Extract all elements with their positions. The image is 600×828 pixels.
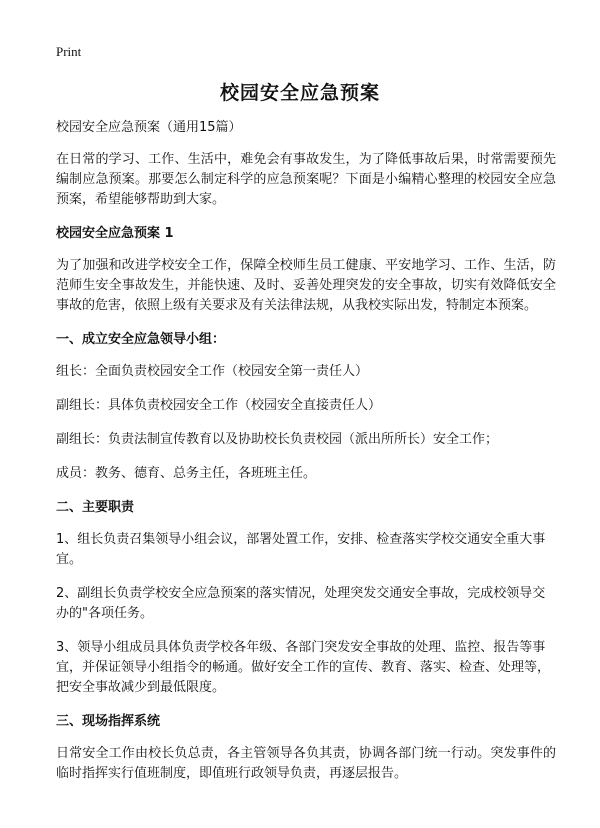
duty-item-1: 1、组长负责召集领导小组会议，部署处置工作，安排、检查落实学校交通安全重大事宜。 <box>56 532 546 567</box>
member-members: 成员：教务、德育、总务主任，各班班主任。 <box>56 466 317 481</box>
intro-paragraph: 在日常的学习、工作、生活中，难免会有事故发生，为了降低事故后果，时常需要预先编制应急预案。那要怎么制定科学的应急预案呢？下面是小编精心整理的校园安全应急预案，希望能够帮助到大家。 <box>56 152 556 207</box>
heading-leadership-group: 一、成立安全应急领导小组： <box>56 332 226 347</box>
section-heading-1: 校园安全应急预案 1 <box>56 226 174 241</box>
page-title: 校园安全应急预案 <box>219 82 380 104</box>
section1-paragraph: 为了加强和改进学校安全工作，保障全校师生员工健康、平安地学习、工作、生活，防范师生安全事故发生，并能快速、及时、妥善处理突发的安全事故，切实有效降低安全事故的危害，依照上级有关要求及有关法律法规，从我校实际出发，特制定本预案。 <box>56 258 556 313</box>
duty-item-2: 2、副组长负责学校安全应急预案的落实情况，处理突发交通安全事故，完成校领导交办的"各项任务。 <box>56 586 546 621</box>
duty-item-3: 3、领导小组成员具体负责学校各年级、各部门突发安全事故的处理、监控、报告等事宜，并保证领导小组指令的畅通。做好安全工作的宣传、教育、落实、检查、处理等，把安全事故减少到最低限度。 <box>56 640 551 695</box>
member-leader: 组长：全面负责校园安全工作（校园安全第一责任人） <box>56 364 369 379</box>
document-body <box>56 118 556 798</box>
member-deputy-1: 副组长：具体负责校园安全工作（校园安全直接责任人） <box>56 398 382 413</box>
heading-command-system: 三、现场指挥系统 <box>56 714 161 729</box>
print-link[interactable]: Print <box>56 44 82 59</box>
command-paragraph: 日常安全工作由校长负总责，各主管领导各负其责，协调各部门统一行动。突发事件的临时指挥实行值班制度，即值班行政领导负责，再逐层报告。 <box>56 746 556 781</box>
document-subtitle: 校园安全应急预案（通用15篇） <box>56 120 242 135</box>
heading-main-duties: 二、主要职责 <box>56 500 135 515</box>
member-deputy-2: 副组长：负责法制宣传教育以及协助校长负责校园（派出所所长）安全工作； <box>56 432 499 447</box>
